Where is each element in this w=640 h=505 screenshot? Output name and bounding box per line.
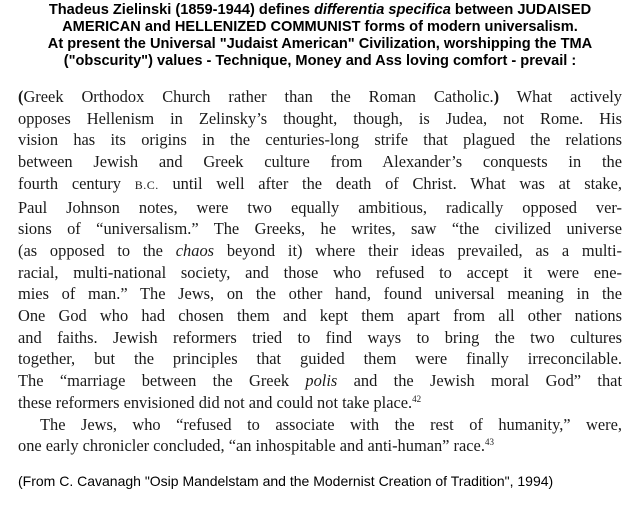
excerpt-line: vision has its origins in the centuries-long strife that plagued the relations <box>18 130 622 150</box>
header-line-1: Thadeus Zielinski (1859-1944) defines differentia specifica between JUDAISED <box>48 2 592 18</box>
footnote-ref-42: 42 <box>412 393 422 404</box>
excerpt-line: opposes Hellenism in Zelinsky’s thought, though, is Judea, not Rome. His <box>18 108 622 128</box>
excerpt-line: Paul Johnson notes, were two equally ambitious, radically opposed ver- <box>18 197 622 217</box>
footnote-ref-43: 43 <box>484 437 494 448</box>
excerpt-line: racial, multi-national society, and those who refused to accept it were ene- <box>18 262 622 282</box>
excerpt-line: between Jewish and Greek culture from Alexander’s conquests in the <box>18 152 622 172</box>
emphasis-polis: polis <box>305 371 338 391</box>
excerpt-line: one early chronicler concluded, “an inhospitable and anti-human” race.$^{43}$ <box>18 436 494 456</box>
excerpt-line: sions of “universalism.” The Greeks, he writes, saw “the civilized universe <box>18 219 622 239</box>
header-caption <box>0 2 640 70</box>
book-excerpt <box>18 86 622 457</box>
header-line-2: AMERICAN and HELLENIZED COMMUNIST forms of modern universalism. <box>62 19 578 35</box>
excerpt-line: together, but the principles that guided them were finally irreconcilable. <box>18 349 622 369</box>
excerpt-line: The “marriage between the Greek polis and the Jewish moral God” that <box>18 371 622 391</box>
header-line-4: ("obscurity") values - Technique, Money and Ass loving comfort - prevail : <box>63 53 577 69</box>
excerpt-line: and faiths. Jewish reformers tried to find ways to bring the two cultures <box>18 327 622 347</box>
excerpt-line: (as opposed to the chaos beyond it) where their ideas prevailed, as a multi- <box>18 240 622 260</box>
excerpt-line: mies of man.” The Jews, on the other hand, found universal meaning in the <box>18 284 622 304</box>
excerpt-line: The Jews, who “refused to associate with the rest of humanity,” were, <box>40 414 622 434</box>
small-caps-bc: B.C. <box>134 177 159 192</box>
excerpt-line: (Greek Orthodox Church rather than the Roman Catholic.) What actively <box>18 87 622 106</box>
header-line-3: At present the Universal "Judaist American" Civilization, worshipping the TMA <box>47 36 593 52</box>
emphasis-differentia: differentia specifica <box>314 2 451 18</box>
excerpt-line: One God who had chosen them and kept them apart from all other nations <box>18 306 622 326</box>
emphasis-chaos: chaos <box>175 240 215 260</box>
excerpt-line: fourth century B.C. until well after the death of Christ. What was at stake, <box>18 173 622 193</box>
source-citation: (From C. Cavanagh "Osip Mandelstam and the Modernist Creation of Tradition", 1994) <box>18 473 554 489</box>
excerpt-line: these reformers envisioned did not and could not take place.$^{42}$ <box>18 392 422 412</box>
